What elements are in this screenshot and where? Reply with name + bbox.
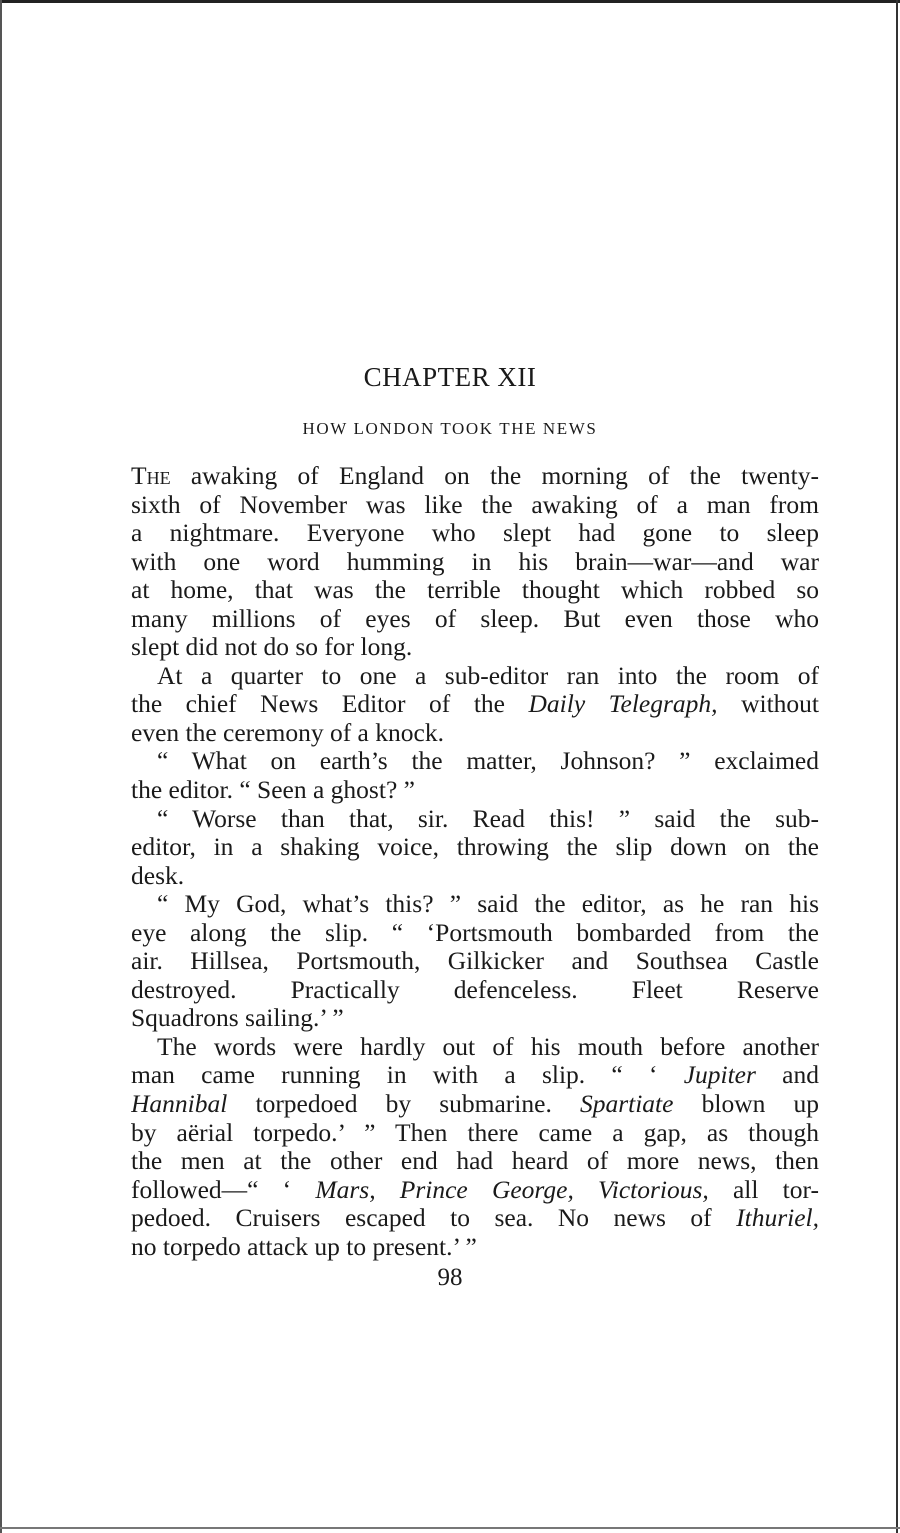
text-segment: awaking of England on the morning of the twenty- xyxy=(170,462,819,490)
text-segment: without xyxy=(717,690,819,719)
text-line xyxy=(131,1204,819,1233)
text-line xyxy=(131,1176,819,1205)
text-segment: all tor- xyxy=(708,1175,819,1204)
body-text xyxy=(131,462,819,1261)
text-line xyxy=(131,576,819,605)
text-segment: and xyxy=(755,1061,819,1090)
text-segment: followed—“ ‘ xyxy=(131,1175,316,1204)
text-line xyxy=(131,719,819,748)
page-edge-left xyxy=(0,0,2,1533)
chapter-subtitle: HOW LONDON TOOK THE NEWS xyxy=(302,419,598,438)
page-edge-bottom xyxy=(0,1527,900,1529)
text-segment: torpedoed by submarine. xyxy=(227,1090,580,1119)
text-line xyxy=(131,690,819,719)
text-segment: by aërial torpedo.’ ” Then there came a gap, as though xyxy=(131,1118,819,1147)
text-segment: the editor. “ Seen a ghost? ” xyxy=(131,775,415,805)
text-line xyxy=(131,1233,819,1262)
text-line xyxy=(131,462,819,491)
text-line xyxy=(131,1090,819,1119)
text-segment: “ Worse than that, sir. Read this! ” said the sub- xyxy=(157,804,819,833)
text-segment: pedoed. Cruisers escaped to sea. No news of xyxy=(131,1204,737,1233)
text-line xyxy=(131,776,819,805)
text-segment: At a quarter to one a sub-editor ran into the room of xyxy=(157,661,819,690)
text-line xyxy=(131,1147,819,1176)
text-line xyxy=(131,833,819,862)
page-edge-right xyxy=(896,0,898,1533)
text-line xyxy=(131,605,819,634)
text-segment: the men at the other end had heard of more news, then xyxy=(131,1147,819,1176)
text-segment: slept did not do so for long. xyxy=(131,632,413,662)
italic-text: Spartiate xyxy=(579,1090,674,1119)
italic-text: Ithuriel, xyxy=(736,1204,819,1233)
text-line xyxy=(131,890,819,919)
text-segment: “ My God, what’s this? ” said the editor, as he ran his xyxy=(157,890,819,919)
page-number: 98 xyxy=(437,1264,463,1291)
text-segment: even the ceremony of a knock. xyxy=(131,717,444,747)
italic-text: Hannibal xyxy=(131,1090,228,1119)
text-segment: desk. xyxy=(131,860,185,890)
text-segment: blown up xyxy=(673,1090,819,1119)
text-segment: man came running in with a slip. “ ‘ xyxy=(131,1061,684,1090)
text-line xyxy=(131,491,819,520)
text-line xyxy=(131,1033,819,1062)
text-segment: many millions of eyes of sleep. But even those who xyxy=(131,604,819,633)
text-segment: destroyed. Practically defenceless. Fleet Reserve xyxy=(131,975,819,1004)
text-line xyxy=(131,633,819,662)
chapter-title: CHAPTER XII xyxy=(363,362,537,392)
text-segment: eye along the slip. “ ‘Portsmouth bombarded from the xyxy=(131,918,819,947)
text-segment: Squadrons sailing.’ ” xyxy=(131,1003,344,1033)
text-line xyxy=(131,976,819,1005)
text-segment: The words were hardly out of his mouth before another xyxy=(157,1032,819,1061)
text-line xyxy=(131,1004,819,1033)
text-line xyxy=(131,947,819,976)
text-segment: sixth of November was like the awaking of a man from xyxy=(131,490,819,519)
text-line xyxy=(131,747,819,776)
italic-text: Daily Telegraph, xyxy=(528,690,718,719)
text-line xyxy=(131,1119,819,1148)
italic-text: Mars, Prince George, Victorious, xyxy=(315,1175,709,1204)
text-segment: air. Hillsea, Portsmouth, Gilkicker and Southsea Castle xyxy=(131,947,819,976)
text-line xyxy=(131,548,819,577)
italic-text: Jupiter xyxy=(683,1061,756,1090)
text-line xyxy=(131,1061,819,1090)
text-line xyxy=(131,662,819,691)
text-segment: a nightmare. Everyone who slept had gone to sleep xyxy=(131,519,819,548)
text-segment: editor, in a shaking voice, throwing the slip down on the xyxy=(131,833,819,862)
text-segment: with one word humming in his brain—war—and war xyxy=(131,547,819,576)
text-segment: no torpedo attack up to present.’ ” xyxy=(131,1231,477,1261)
text-segment: the chief News Editor of the xyxy=(131,690,529,719)
text-segment: The xyxy=(131,462,171,490)
text-line xyxy=(131,919,819,948)
text-segment: at home, that was the terrible thought which robbed so xyxy=(131,576,819,605)
text-segment: “ What on earth’s the matter, Johnson? ” exclaimed xyxy=(157,747,819,776)
text-line xyxy=(131,519,819,548)
page-edge-top xyxy=(0,0,900,3)
text-line xyxy=(131,862,819,891)
text-line xyxy=(131,805,819,834)
